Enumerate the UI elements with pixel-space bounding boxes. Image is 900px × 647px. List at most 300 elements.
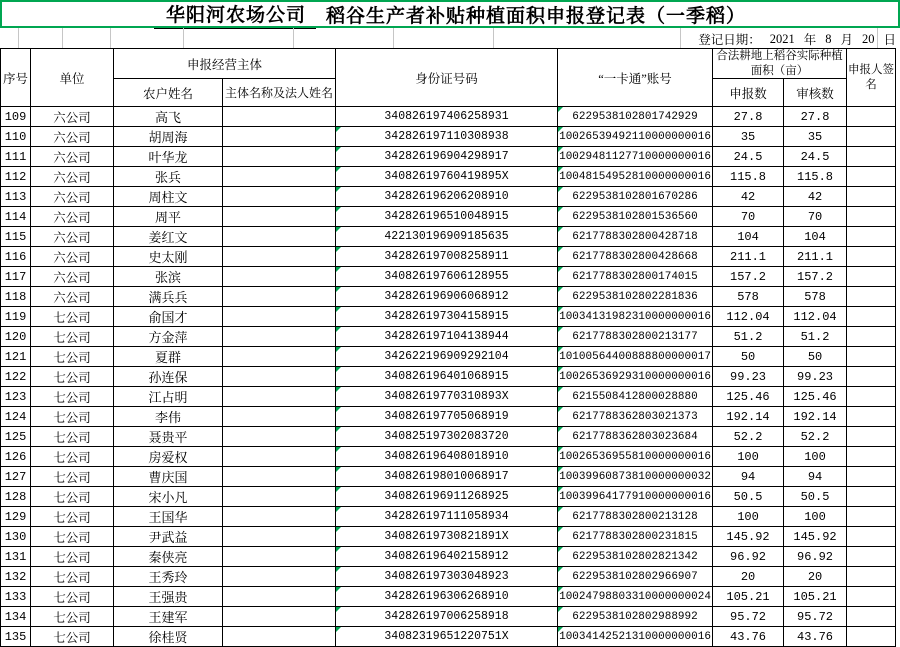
- table-row: [1, 607, 896, 627]
- signature-cell[interactable]: [847, 367, 896, 387]
- farmer-name-cell[interactable]: 房爱权: [114, 447, 223, 467]
- stored-as-text-indicator-icon: [558, 447, 563, 452]
- stored-as-text-indicator-icon: [558, 567, 563, 572]
- signature-cell[interactable]: [847, 527, 896, 547]
- header-entity-name[interactable]: 主体名称及法人姓名: [223, 79, 336, 107]
- card-account-cell[interactable]: 6229538102802966907: [558, 567, 713, 587]
- audited-area-cell[interactable]: 50.5: [784, 487, 847, 507]
- row-no-cell[interactable]: 134: [1, 607, 31, 627]
- card-account-cell[interactable]: 6229538102801742929: [558, 107, 713, 127]
- title-company-name: 华阳河农场公司: [154, 0, 316, 29]
- declared-area-cell[interactable]: 27.8: [713, 107, 784, 127]
- farmer-name-cell[interactable]: 王强贵: [114, 587, 223, 607]
- stored-as-text-indicator-icon: [336, 487, 341, 492]
- declared-area-cell[interactable]: 125.46: [713, 387, 784, 407]
- declared-area-cell[interactable]: 105.21: [713, 587, 784, 607]
- entity-name-cell[interactable]: [223, 247, 336, 267]
- signature-cell[interactable]: [847, 567, 896, 587]
- signature-cell[interactable]: [847, 627, 896, 647]
- stored-as-text-indicator-icon: [336, 167, 341, 172]
- header-unit[interactable]: 单位: [31, 49, 114, 107]
- card-account-cell[interactable]: 6229538102801670286: [558, 187, 713, 207]
- farmer-name-cell[interactable]: 王建军: [114, 607, 223, 627]
- row-no-cell[interactable]: 130: [1, 527, 31, 547]
- row-no-cell[interactable]: 120: [1, 327, 31, 347]
- card-account-cell[interactable]: 6229538102801536560: [558, 207, 713, 227]
- row-no-cell[interactable]: 110: [1, 127, 31, 147]
- farmer-name-cell[interactable]: 满兵兵: [114, 287, 223, 307]
- id-number-cell[interactable]: 342826196906068912: [336, 287, 558, 307]
- stored-as-text-indicator-icon: [336, 587, 341, 592]
- signature-cell[interactable]: [847, 587, 896, 607]
- signature-cell[interactable]: [847, 447, 896, 467]
- card-account-cell[interactable]: 6217788362803023684: [558, 427, 713, 447]
- card-account-cell[interactable]: 6217788302800231815: [558, 527, 713, 547]
- entity-name-cell[interactable]: [223, 107, 336, 127]
- audited-area-cell[interactable]: 104: [784, 227, 847, 247]
- stored-as-text-indicator-icon: [336, 207, 341, 212]
- id-number-cell[interactable]: 340826196911268925: [336, 487, 558, 507]
- gridline: [493, 28, 494, 48]
- unit-cell[interactable]: 六公司: [31, 287, 114, 307]
- entity-name-cell[interactable]: [223, 187, 336, 207]
- card-account-cell[interactable]: 6217788302800213128: [558, 507, 713, 527]
- card-account-cell[interactable]: 6229538102802988992: [558, 607, 713, 627]
- declared-area-cell[interactable]: 211.1: [713, 247, 784, 267]
- farmer-name-cell[interactable]: 江占明: [114, 387, 223, 407]
- farmer-name-cell[interactable]: 宋小凡: [114, 487, 223, 507]
- declared-area-cell[interactable]: 100: [713, 447, 784, 467]
- id-number-cell[interactable]: 34082619730821891X: [336, 527, 558, 547]
- audited-area-cell[interactable]: 50: [784, 347, 847, 367]
- entity-name-cell[interactable]: [223, 567, 336, 587]
- audited-area-cell[interactable]: 100: [784, 447, 847, 467]
- farmer-name-cell[interactable]: 夏群: [114, 347, 223, 367]
- row-no-cell[interactable]: 122: [1, 367, 31, 387]
- gridline: [393, 28, 394, 48]
- signature-cell[interactable]: [847, 187, 896, 207]
- audited-area-cell[interactable]: 35: [784, 127, 847, 147]
- farmer-name-cell[interactable]: 周平: [114, 207, 223, 227]
- entity-name-cell[interactable]: [223, 407, 336, 427]
- header-planting-area-group[interactable]: 合法耕地上稻谷实际种植面积（亩）: [713, 49, 847, 79]
- entity-name-cell[interactable]: [223, 507, 336, 527]
- farmer-name-cell[interactable]: 方金萍: [114, 327, 223, 347]
- card-account-cell[interactable]: 6217788302800213177: [558, 327, 713, 347]
- entity-name-cell[interactable]: [223, 427, 336, 447]
- card-account-cell[interactable]: 10026539492110000000016: [558, 127, 713, 147]
- stored-as-text-indicator-icon: [558, 207, 563, 212]
- header-id-number[interactable]: 身份证号码: [336, 49, 558, 107]
- declared-area-cell[interactable]: 112.04: [713, 307, 784, 327]
- audited-area-cell[interactable]: 157.2: [784, 267, 847, 287]
- stored-as-text-indicator-icon: [336, 567, 341, 572]
- stored-as-text-indicator-icon: [558, 607, 563, 612]
- farmer-name-cell[interactable]: 姜红文: [114, 227, 223, 247]
- signature-cell[interactable]: [847, 147, 896, 167]
- row-no-cell[interactable]: 128: [1, 487, 31, 507]
- id-number-cell[interactable]: 342826197111058934: [336, 507, 558, 527]
- audited-area-cell[interactable]: 20: [784, 567, 847, 587]
- card-account-cell[interactable]: 10026536929310000000016: [558, 367, 713, 387]
- row-no-cell[interactable]: 117: [1, 267, 31, 287]
- row-no-cell[interactable]: 115: [1, 227, 31, 247]
- entity-name-cell[interactable]: [223, 527, 336, 547]
- stored-as-text-indicator-icon: [336, 427, 341, 432]
- unit-cell[interactable]: 七公司: [31, 487, 114, 507]
- audited-area-cell[interactable]: 100: [784, 507, 847, 527]
- card-account-cell[interactable]: 6217788362803021373: [558, 407, 713, 427]
- entity-name-cell[interactable]: [223, 207, 336, 227]
- stored-as-text-indicator-icon: [336, 527, 341, 532]
- header-card-account[interactable]: “一卡通”账号: [558, 49, 713, 107]
- farmer-name-cell[interactable]: 聂贵平: [114, 427, 223, 447]
- id-number-cell[interactable]: 340826197606128955: [336, 267, 558, 287]
- declared-area-cell[interactable]: 50.5: [713, 487, 784, 507]
- farmer-name-cell[interactable]: 曹庆国: [114, 467, 223, 487]
- card-account-cell[interactable]: 10024798803310000000024: [558, 587, 713, 607]
- farmer-name-cell[interactable]: 王国华: [114, 507, 223, 527]
- entity-name-cell[interactable]: [223, 367, 336, 387]
- declared-area-cell[interactable]: 43.76: [713, 627, 784, 647]
- unit-cell[interactable]: 七公司: [31, 327, 114, 347]
- id-number-cell[interactable]: 342826197006258918: [336, 607, 558, 627]
- id-number-cell[interactable]: 342622196909292104: [336, 347, 558, 367]
- id-number-cell[interactable]: 340826197303048923: [336, 567, 558, 587]
- audited-area-cell[interactable]: 211.1: [784, 247, 847, 267]
- audited-area-cell[interactable]: 115.8: [784, 167, 847, 187]
- card-account-cell[interactable]: 10048154952810000000016: [558, 167, 713, 187]
- signature-cell[interactable]: [847, 467, 896, 487]
- signature-cell[interactable]: [847, 327, 896, 347]
- id-number-cell[interactable]: 342826197110308938: [336, 127, 558, 147]
- entity-name-cell[interactable]: [223, 147, 336, 167]
- entity-name-cell[interactable]: [223, 547, 336, 567]
- signature-cell[interactable]: [847, 247, 896, 267]
- id-number-cell[interactable]: 342826196206208910: [336, 187, 558, 207]
- signature-cell[interactable]: [847, 227, 896, 247]
- unit-cell[interactable]: 七公司: [31, 567, 114, 587]
- id-number-cell[interactable]: 342826196904298917: [336, 147, 558, 167]
- id-number-cell[interactable]: 340826196402158912: [336, 547, 558, 567]
- card-account-cell[interactable]: 10029481127710000000016: [558, 147, 713, 167]
- header-audited-count[interactable]: 审核数: [784, 79, 847, 107]
- declared-area-cell[interactable]: 192.14: [713, 407, 784, 427]
- farmer-name-cell[interactable]: 秦侠亮: [114, 547, 223, 567]
- entity-name-cell[interactable]: [223, 267, 336, 287]
- declared-area-cell[interactable]: 70: [713, 207, 784, 227]
- page-title: 稻谷生产者补贴种植面积申报登记表（一季稻）: [326, 5, 747, 27]
- signature-cell[interactable]: [847, 507, 896, 527]
- entity-name-cell[interactable]: [223, 347, 336, 367]
- id-number-cell[interactable]: 340826196408018910: [336, 447, 558, 467]
- stored-as-text-indicator-icon: [336, 407, 341, 412]
- card-account-cell[interactable]: 6229538102802281836: [558, 287, 713, 307]
- id-number-cell[interactable]: 342826197104138944: [336, 327, 558, 347]
- table-row: [1, 627, 896, 647]
- stored-as-text-indicator-icon: [336, 547, 341, 552]
- card-account-cell[interactable]: 6217788302800428668: [558, 247, 713, 267]
- header-signature[interactable]: 申报人签名: [847, 49, 896, 107]
- table-row: [1, 147, 896, 167]
- stored-as-text-indicator-icon: [558, 287, 563, 292]
- row-no-cell[interactable]: 112: [1, 167, 31, 187]
- stored-as-text-indicator-icon: [558, 467, 563, 472]
- unit-cell[interactable]: 七公司: [31, 387, 114, 407]
- unit-cell[interactable]: 七公司: [31, 587, 114, 607]
- row-no-cell[interactable]: 109: [1, 107, 31, 127]
- card-account-cell[interactable]: 6217788302800174015: [558, 267, 713, 287]
- card-account-cell[interactable]: 6229538102802821342: [558, 547, 713, 567]
- unit-cell[interactable]: 七公司: [31, 407, 114, 427]
- stored-as-text-indicator-icon: [558, 367, 563, 372]
- gridline: [183, 28, 184, 48]
- unit-cell[interactable]: 六公司: [31, 187, 114, 207]
- unit-cell[interactable]: 六公司: [31, 247, 114, 267]
- audited-area-cell[interactable]: 51.2: [784, 327, 847, 347]
- entity-name-cell[interactable]: [223, 327, 336, 347]
- declared-area-cell[interactable]: 50: [713, 347, 784, 367]
- unit-cell[interactable]: 六公司: [31, 227, 114, 247]
- signature-cell[interactable]: [847, 287, 896, 307]
- declared-area-cell[interactable]: 115.8: [713, 167, 784, 187]
- signature-cell[interactable]: [847, 307, 896, 327]
- audited-area-cell[interactable]: 94: [784, 467, 847, 487]
- unit-cell[interactable]: 七公司: [31, 427, 114, 447]
- id-number-cell[interactable]: 422130196909185635: [336, 227, 558, 247]
- farmer-name-cell[interactable]: 史太刚: [114, 247, 223, 267]
- id-number-cell[interactable]: 34082619770310893X: [336, 387, 558, 407]
- audited-area-cell[interactable]: 112.04: [784, 307, 847, 327]
- entity-name-cell[interactable]: [223, 227, 336, 247]
- signature-cell[interactable]: [847, 427, 896, 447]
- entity-name-cell[interactable]: [223, 447, 336, 467]
- audited-area-cell[interactable]: 96.92: [784, 547, 847, 567]
- id-number-cell[interactable]: 342826197008258911: [336, 247, 558, 267]
- card-account-cell[interactable]: 6215508412800028880: [558, 387, 713, 407]
- table-row: [1, 327, 896, 347]
- header-declaring-entity-group[interactable]: 申报经营主体: [114, 49, 336, 79]
- row-no-cell[interactable]: 131: [1, 547, 31, 567]
- row-no-cell[interactable]: 113: [1, 187, 31, 207]
- row-no-cell[interactable]: 119: [1, 307, 31, 327]
- declared-area-cell[interactable]: 52.2: [713, 427, 784, 447]
- row-no-cell[interactable]: 121: [1, 347, 31, 367]
- unit-cell[interactable]: 七公司: [31, 467, 114, 487]
- unit-cell[interactable]: 六公司: [31, 147, 114, 167]
- farmer-name-cell[interactable]: 胡周海: [114, 127, 223, 147]
- farmer-name-cell[interactable]: 徐桂贤: [114, 627, 223, 647]
- signature-cell[interactable]: [847, 607, 896, 627]
- stored-as-text-indicator-icon: [558, 247, 563, 252]
- entity-name-cell[interactable]: [223, 307, 336, 327]
- row-no-cell[interactable]: 125: [1, 427, 31, 447]
- declared-area-cell[interactable]: 35: [713, 127, 784, 147]
- signature-cell[interactable]: [847, 547, 896, 567]
- farmer-name-cell[interactable]: 张兵: [114, 167, 223, 187]
- declared-area-cell[interactable]: 157.2: [713, 267, 784, 287]
- entity-name-cell[interactable]: [223, 287, 336, 307]
- declared-area-cell[interactable]: 24.5: [713, 147, 784, 167]
- unit-cell[interactable]: 七公司: [31, 607, 114, 627]
- stored-as-text-indicator-icon: [558, 187, 563, 192]
- audited-area-cell[interactable]: 42: [784, 187, 847, 207]
- unit-cell[interactable]: 六公司: [31, 107, 114, 127]
- unit-cell[interactable]: 七公司: [31, 547, 114, 567]
- row-no-cell[interactable]: 126: [1, 447, 31, 467]
- unit-cell[interactable]: 七公司: [31, 527, 114, 547]
- entity-name-cell[interactable]: [223, 127, 336, 147]
- farmer-name-cell[interactable]: 叶华龙: [114, 147, 223, 167]
- stored-as-text-indicator-icon: [558, 107, 563, 112]
- declared-area-cell[interactable]: 95.72: [713, 607, 784, 627]
- row-no-cell[interactable]: 123: [1, 387, 31, 407]
- unit-cell[interactable]: 六公司: [31, 207, 114, 227]
- row-no-cell[interactable]: 129: [1, 507, 31, 527]
- audited-area-cell[interactable]: 52.2: [784, 427, 847, 447]
- row-no-cell[interactable]: 116: [1, 247, 31, 267]
- row-no-cell[interactable]: 132: [1, 567, 31, 587]
- signature-cell[interactable]: [847, 267, 896, 287]
- farmer-name-cell[interactable]: 王秀玲: [114, 567, 223, 587]
- row-no-cell[interactable]: 111: [1, 147, 31, 167]
- header-declared-count[interactable]: 申报数: [713, 79, 784, 107]
- declared-area-cell[interactable]: 20: [713, 567, 784, 587]
- row-no-cell[interactable]: 124: [1, 407, 31, 427]
- row-no-cell[interactable]: 135: [1, 627, 31, 647]
- stored-as-text-indicator-icon: [336, 447, 341, 452]
- signature-cell[interactable]: [847, 127, 896, 147]
- unit-cell[interactable]: 七公司: [31, 347, 114, 367]
- farmer-name-cell[interactable]: 张滨: [114, 267, 223, 287]
- row-no-cell[interactable]: 118: [1, 287, 31, 307]
- stored-as-text-indicator-icon: [558, 427, 563, 432]
- unit-cell[interactable]: 七公司: [31, 307, 114, 327]
- farmer-name-cell[interactable]: 李伟: [114, 407, 223, 427]
- id-number-cell[interactable]: 340826197406258931: [336, 107, 558, 127]
- declared-area-cell[interactable]: 51.2: [713, 327, 784, 347]
- declared-area-cell[interactable]: 104: [713, 227, 784, 247]
- id-number-cell[interactable]: 340826196401068915: [336, 367, 558, 387]
- stored-as-text-indicator-icon: [558, 387, 563, 392]
- declared-area-cell[interactable]: 96.92: [713, 547, 784, 567]
- table-row: [1, 107, 896, 127]
- card-account-cell[interactable]: 10100564400888800000017: [558, 347, 713, 367]
- audited-area-cell[interactable]: 125.46: [784, 387, 847, 407]
- table-body: [1, 107, 896, 647]
- table-row: [1, 467, 896, 487]
- entity-name-cell[interactable]: [223, 387, 336, 407]
- farmer-name-cell[interactable]: 孙连保: [114, 367, 223, 387]
- unit-cell[interactable]: 七公司: [31, 367, 114, 387]
- stored-as-text-indicator-icon: [336, 147, 341, 152]
- date-day-value: 20: [861, 31, 875, 46]
- gridline: [293, 28, 294, 48]
- card-account-cell[interactable]: 10039960873810000000032: [558, 467, 713, 487]
- signature-cell[interactable]: [847, 407, 896, 427]
- table-row: [1, 587, 896, 607]
- id-number-cell[interactable]: 342826196306268910: [336, 587, 558, 607]
- audited-area-cell[interactable]: 24.5: [784, 147, 847, 167]
- declared-area-cell[interactable]: 94: [713, 467, 784, 487]
- stored-as-text-indicator-icon: [336, 347, 341, 352]
- farmer-name-cell[interactable]: 周柱文: [114, 187, 223, 207]
- audited-area-cell[interactable]: 27.8: [784, 107, 847, 127]
- unit-cell[interactable]: 七公司: [31, 627, 114, 647]
- stored-as-text-indicator-icon: [558, 327, 563, 332]
- signature-cell[interactable]: [847, 347, 896, 367]
- id-number-cell[interactable]: 340826197705068919: [336, 407, 558, 427]
- card-account-cell[interactable]: 10026536955810000000016: [558, 447, 713, 467]
- stored-as-text-indicator-icon: [336, 607, 341, 612]
- declared-area-cell[interactable]: 42: [713, 187, 784, 207]
- audited-area-cell[interactable]: 105.21: [784, 587, 847, 607]
- signature-cell[interactable]: [847, 487, 896, 507]
- id-number-cell[interactable]: 34082319651220751X: [336, 627, 558, 647]
- entity-name-cell[interactable]: [223, 167, 336, 187]
- id-number-cell[interactable]: 342826197304158915: [336, 307, 558, 327]
- unit-cell[interactable]: 七公司: [31, 447, 114, 467]
- audited-area-cell[interactable]: 192.14: [784, 407, 847, 427]
- date-year-unit: 年: [803, 33, 817, 47]
- audited-area-cell[interactable]: 578: [784, 287, 847, 307]
- card-account-cell[interactable]: 10039964177910000000016: [558, 487, 713, 507]
- stored-as-text-indicator-icon: [558, 507, 563, 512]
- entity-name-cell[interactable]: [223, 587, 336, 607]
- id-number-cell[interactable]: 340826198010068917: [336, 467, 558, 487]
- unit-cell[interactable]: 六公司: [31, 127, 114, 147]
- stored-as-text-indicator-icon: [558, 167, 563, 172]
- row-no-cell[interactable]: 127: [1, 467, 31, 487]
- signature-cell[interactable]: [847, 167, 896, 187]
- declared-area-cell[interactable]: 145.92: [713, 527, 784, 547]
- signature-cell[interactable]: [847, 387, 896, 407]
- signature-cell[interactable]: [847, 207, 896, 227]
- header-serial-no[interactable]: 序号: [1, 49, 31, 107]
- farmer-name-cell[interactable]: 高飞: [114, 107, 223, 127]
- card-account-cell[interactable]: 6217788302800428718: [558, 227, 713, 247]
- audited-area-cell[interactable]: 145.92: [784, 527, 847, 547]
- card-account-cell[interactable]: 10034142521310000000016: [558, 627, 713, 647]
- row-no-cell[interactable]: 114: [1, 207, 31, 227]
- farmer-name-cell[interactable]: 俞国才: [114, 307, 223, 327]
- date-month-unit: 月: [840, 33, 853, 47]
- entity-name-cell[interactable]: [223, 627, 336, 647]
- registration-table: [0, 48, 896, 647]
- id-number-cell[interactable]: 342826196510048915: [336, 207, 558, 227]
- entity-name-cell[interactable]: [223, 607, 336, 627]
- audited-area-cell[interactable]: 43.76: [784, 627, 847, 647]
- declared-area-cell[interactable]: 100: [713, 507, 784, 527]
- unit-cell[interactable]: 六公司: [31, 267, 114, 287]
- declared-area-cell[interactable]: 578: [713, 287, 784, 307]
- audited-area-cell[interactable]: 99.23: [784, 367, 847, 387]
- entity-name-cell[interactable]: [223, 487, 336, 507]
- audited-area-cell[interactable]: 95.72: [784, 607, 847, 627]
- declared-area-cell[interactable]: 99.23: [713, 367, 784, 387]
- row-no-cell[interactable]: 133: [1, 587, 31, 607]
- audited-area-cell[interactable]: 70: [784, 207, 847, 227]
- entity-name-cell[interactable]: [223, 467, 336, 487]
- id-number-cell[interactable]: 340825197302083720: [336, 427, 558, 447]
- unit-cell[interactable]: 六公司: [31, 167, 114, 187]
- header-farmer-name[interactable]: 农户姓名: [114, 79, 223, 107]
- unit-cell[interactable]: 七公司: [31, 507, 114, 527]
- id-number-cell[interactable]: 34082619760419895X: [336, 167, 558, 187]
- farmer-name-cell[interactable]: 尹武益: [114, 527, 223, 547]
- signature-cell[interactable]: [847, 107, 896, 127]
- card-account-cell[interactable]: 10034131982310000000016: [558, 307, 713, 327]
